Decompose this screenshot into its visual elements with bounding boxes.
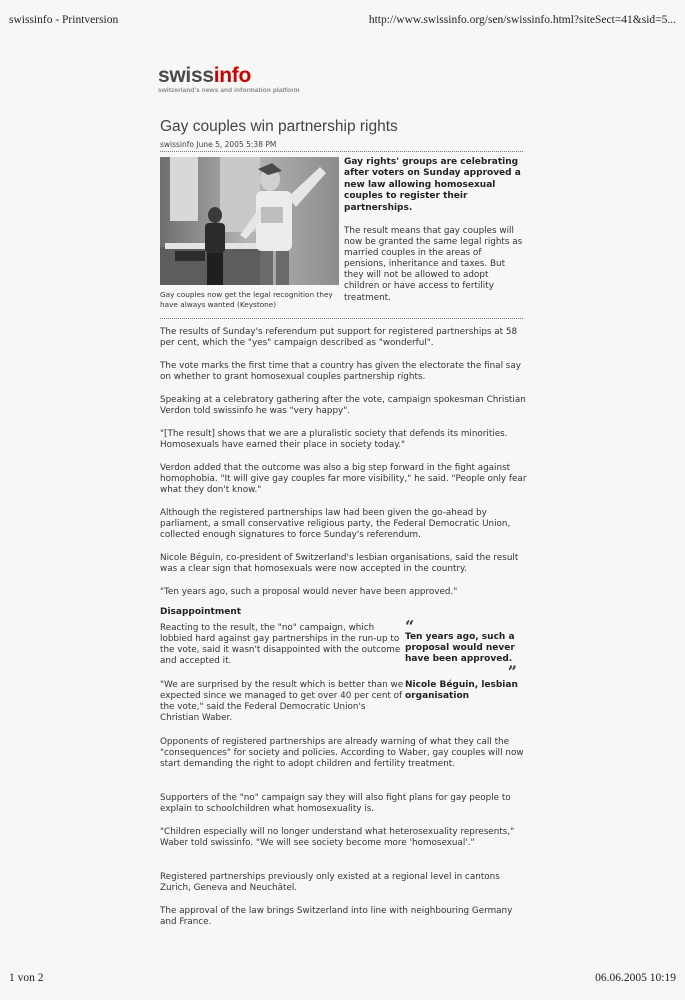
pull-quote-open-mark: “ [405,617,415,636]
logo-tagline: switzerland's news and information platform [158,87,300,94]
lead-divider [160,318,523,319]
print-header-url: http://www.swissinfo.org/sen/swissinfo.html?siteSect=41&sid=5... [368,14,676,26]
article-paragraph: Nicole Béguin, co-president of Switzerland's lesbian organisations, said the result was a clear sign that homosexuals were now accepted in the country. [160,553,519,575]
article-lead-text: The result means that gay couples will now be granted the same legal rights as married couples in the areas of pensions, inheritance and taxes. But they will not be allowed to adopt children or have access to fertility treatment. [344,226,523,303]
photo-caption: Gay couples now get the legal recognition they have always wanted (Keystone) [160,290,333,309]
article-paragraph: Supporters of the "no" campaign say they will also fight plans for gay people to explain to schoolchildren what homosexuality is. [160,793,511,815]
article-paragraph: "Children especially will no longer understand what heterosexuality represents," Waber told swissinfo. "We will see society become more 'homosexual'." [160,827,515,849]
article-byline: swissinfo June 5, 2005 5:38 PM [160,140,277,149]
logo-wordmark [158,66,300,86]
article-paragraph: Speaking at a celebratory gathering after the vote, campaign spokesman Christian Verdon told swissinfo he was "very happy". [160,395,526,417]
article-paragraph: Although the registered partnerships law had been given the go-ahead by parliament, a small conservative religious party, the Federal Democratic Union, collected enough signatures to force Sunday's referendum. [160,508,511,541]
pull-quote-close-mark: ” [507,661,517,681]
print-footer-page: 1 von 2 [9,972,44,984]
article-paragraph: "We are surprised by the result which is better than we expected since we managed to get over 40 per cent of the vote," said the Federal Democratic Union's Christian Waber. [160,680,404,724]
article-lead-bold: Gay rights' groups are celebrating after voters on Sunday approved a new law allowing homosexual couples to register their partnerships. [344,157,521,213]
pull-quote-attribution: Nicole Béguin, lesbian organisation [405,679,518,701]
article-paragraph: The results of Sunday's referendum put support for registered partnerships at 58 per cent, which the "yes" campaign described as "wonderful". [160,327,518,349]
section-subhead: Disappointment [160,607,242,617]
logo-word-info: info [213,64,252,87]
article-paragraph: Verdon added that the outcome was also a big step forward in the fight against homophobia. "It will give gay couples far more visibility," he said. "People only fear what they don't know." [160,463,527,496]
byline-divider [160,151,523,152]
article-paragraph: Registered partnerships previously only existed at a regional level in cantons Zurich, Geneva and Neuchâtel. [160,872,500,894]
print-header-title: swissinfo - Printversion [9,14,119,26]
article-paragraph: Opponents of registered partnerships are already warning of what they call the "consequences" for society and policies. According to Waber, gay couples will now start demanding the right to adopt children and fertility treatment. [160,737,524,770]
article-paragraph: The approval of the law brings Switzerland into line with neighbouring Germany and France. [160,906,513,928]
pull-quote [405,617,525,702]
logo-word-swiss: swiss [158,64,214,87]
article-paragraph: Reacting to the result, the "no" campaign, which lobbied hard against gay partnerships in the run-up to the vote, said it wasn't disappointed with the outcome and accepted it. [160,623,401,667]
article-paragraph: "[The result] shows that we are a pluralistic society that defends its minorities. Homosexuals have earned their place in society today." [160,429,508,451]
print-footer-date: 06.06.2005 10:19 [595,972,676,984]
article-paragraph: The vote marks the first time that a country has given the electorate the final say on whether to grant homosexual couples partnership rights. [160,361,521,383]
article-headline: Gay couples win partnership rights [160,118,398,135]
article-photo [160,157,339,285]
pull-quote-text: Ten years ago, such a proposal would never have been approved. [405,632,515,665]
swissinfo-logo[interactable] [158,66,300,94]
article-paragraph: "Ten years ago, such a proposal would never have been approved." [160,587,458,597]
